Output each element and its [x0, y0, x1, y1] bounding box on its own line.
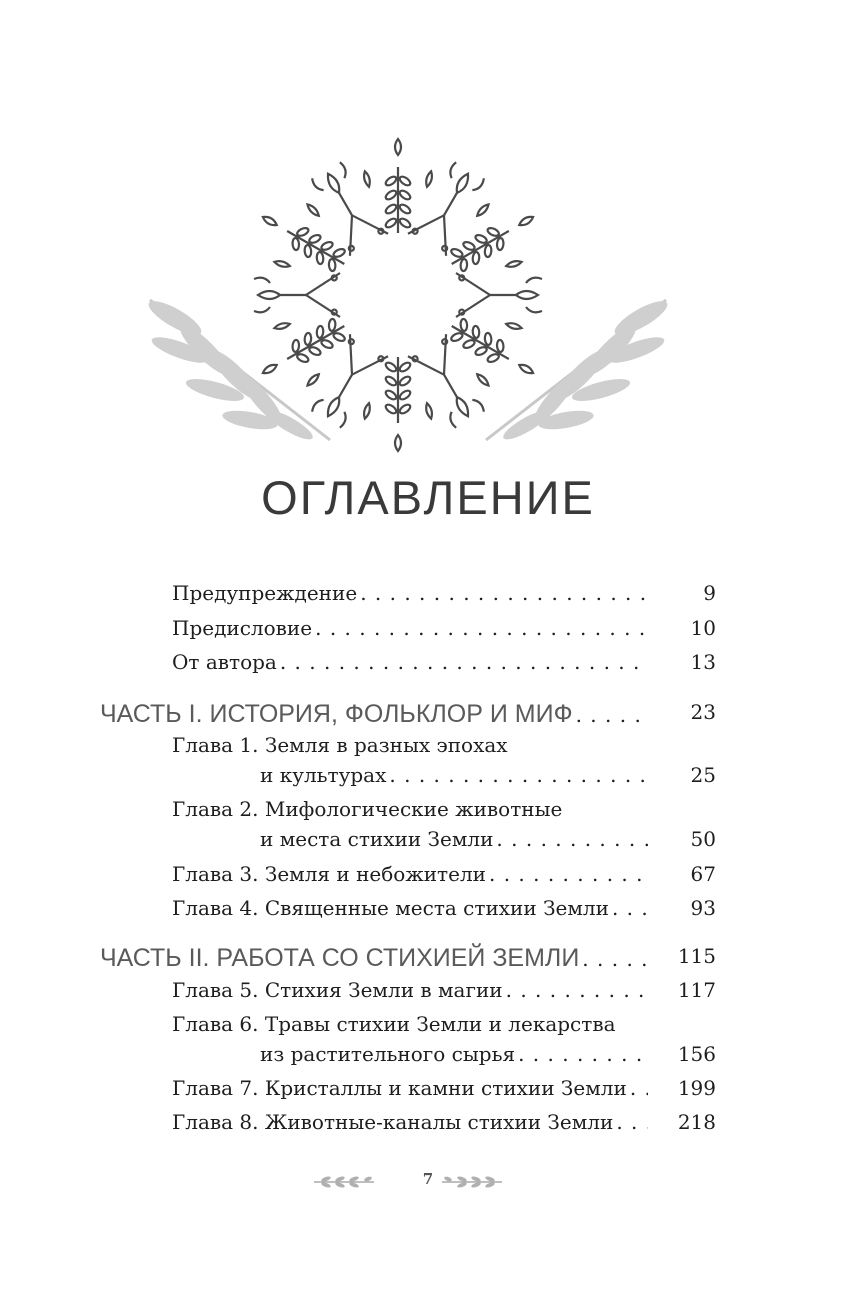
toc-chapter-3: [172, 862, 716, 886]
dot-leader: [496, 827, 648, 851]
toc-chapter-2-line1: Глава 2. Мифологические животные: [172, 797, 563, 821]
toc-part-label: ЧАСТЬ II. РАБОТА СО СТИХИЕЙ ЗЕМЛИ: [100, 944, 580, 972]
toc-entry-label: из растительного сырья: [260, 1042, 516, 1066]
toc-chapter-7: [172, 1076, 716, 1100]
toc-entry-page: 50: [690, 827, 716, 851]
toc-entry-page: 25: [690, 763, 716, 787]
page-number: 7: [422, 1170, 434, 1188]
toc-part-2: [100, 944, 716, 973]
toc-entry-label: и культурах: [260, 763, 387, 787]
dot-leader: [616, 1110, 648, 1134]
toc-chapter-6-line1: Глава 6. Травы стихии Земли и лекарства: [172, 1012, 616, 1036]
toc-entry-page: 9: [703, 581, 716, 605]
toc-entry-page: 199: [677, 1076, 716, 1100]
toc-entry-page: 117: [677, 978, 716, 1002]
toc-chapter-1-line1: Глава 1. Земля в разных эпохах: [172, 733, 508, 757]
toc-entry-label: От автора: [172, 650, 277, 674]
toc-entry-page: 218: [677, 1110, 716, 1134]
dot-leader: [360, 581, 648, 605]
toc-entry-label: Предисловие: [172, 616, 313, 640]
toc-part-page: 23: [690, 700, 716, 724]
left-leaf-branch-icon: [145, 295, 330, 444]
toc-entry-page: 67: [690, 862, 716, 886]
page-title: ОГЛАВЛЕНИЕ: [261, 471, 595, 524]
dot-leader: [518, 1042, 648, 1066]
toc-chapter-4: [172, 896, 716, 920]
dot-leader: [576, 703, 648, 727]
toc-entry: [172, 616, 716, 640]
toc-entry-label: Глава 3. Земля и небожители: [172, 862, 486, 886]
toc-entry-label: Глава 8. Животные-каналы стихии Земли: [172, 1110, 614, 1134]
dot-leader: [280, 650, 648, 674]
dot-leader: [630, 1076, 648, 1100]
dot-leader: [612, 896, 648, 920]
toc-entry-page: 13: [690, 650, 716, 674]
mandala-ornament: [0, 0, 856, 460]
toc-entry-page: 156: [677, 1042, 716, 1066]
right-leaf-branch-icon: [486, 295, 671, 444]
toc-entry-page: 10: [690, 616, 716, 640]
toc-part-1: [100, 700, 716, 729]
toc-entry: [172, 581, 716, 605]
dot-leader: [315, 616, 648, 640]
toc-entry-page: 93: [690, 896, 716, 920]
footer-right-sprig-icon: [434, 1175, 504, 1189]
dot-leader: [389, 763, 648, 787]
mandala-icon: [245, 139, 551, 451]
dot-leader: [506, 978, 648, 1002]
dot-leader: [582, 947, 648, 971]
toc-part-page: 115: [677, 944, 716, 968]
toc-chapter-2: [260, 827, 716, 851]
dot-leader: [489, 862, 648, 886]
toc-entry-label: Глава 5. Стихия Земли в магии: [172, 978, 503, 1002]
toc-entry-label: Предупреждение: [172, 581, 358, 605]
toc-chapter-6: [260, 1042, 716, 1066]
toc-entry-label: Глава 4. Священные места стихии Земли: [172, 896, 609, 920]
toc-part-label: ЧАСТЬ I. ИСТОРИЯ, ФОЛЬКЛОР И МИФ: [100, 700, 573, 728]
toc-entry-label: Глава 7. Кристаллы и камни стихии Земли: [172, 1076, 627, 1100]
toc-chapter-1: [260, 763, 716, 787]
toc-entry: [172, 650, 716, 674]
toc-entry-label: и места стихии Земли: [260, 827, 494, 851]
toc-chapter-8: [172, 1110, 716, 1134]
toc-chapter-5: [172, 978, 716, 1002]
